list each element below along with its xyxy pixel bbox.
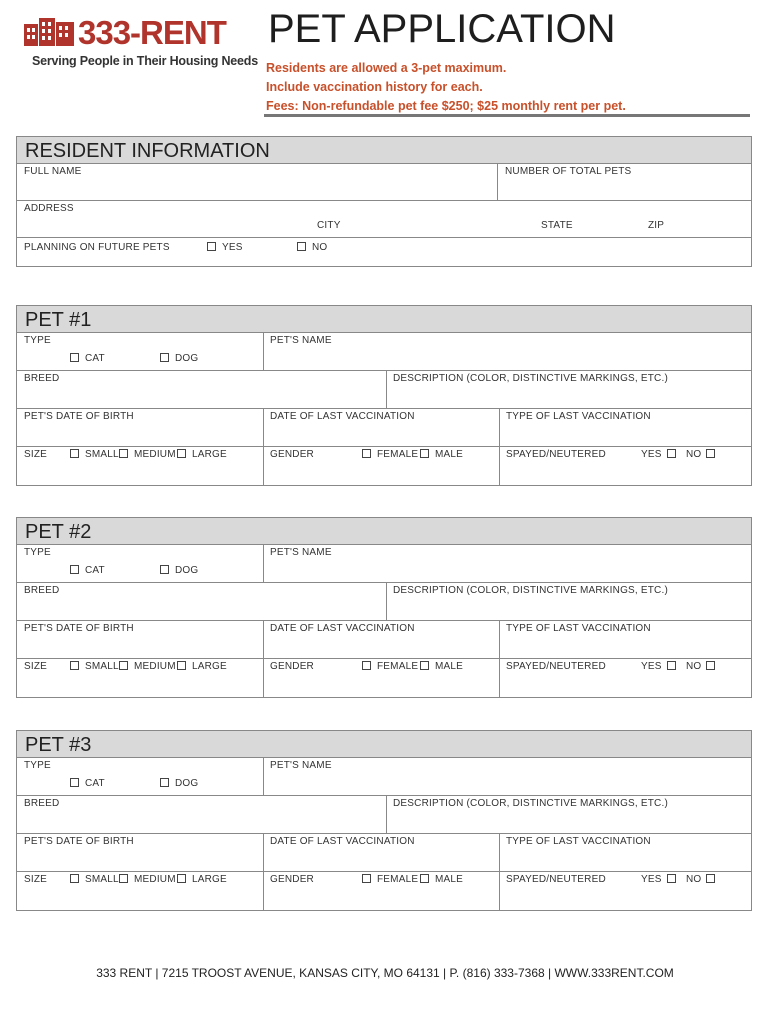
- checkbox-icon[interactable]: [177, 661, 186, 670]
- field-label: GENDER: [270, 449, 314, 460]
- type-field: [17, 333, 263, 370]
- size-large-option[interactable]: [177, 449, 227, 460]
- gender-female-option[interactable]: [362, 874, 418, 885]
- type-dog-option[interactable]: [160, 565, 198, 576]
- breed-field[interactable]: [17, 796, 386, 833]
- option-label: LARGE: [192, 449, 227, 460]
- option-label: MALE: [435, 661, 464, 672]
- pet-section-2: [16, 517, 752, 698]
- checkbox-icon[interactable]: [70, 874, 79, 883]
- field-label: TYPE OF LAST VACCINATION: [506, 411, 651, 422]
- option-label: NO: [686, 661, 702, 672]
- field-label: SIZE: [24, 661, 48, 672]
- dob-field[interactable]: [17, 834, 263, 871]
- gender-field: [263, 659, 499, 697]
- type-cat-option[interactable]: [70, 778, 105, 789]
- option-label: NO: [686, 449, 702, 460]
- header-divider: [264, 114, 750, 117]
- full-name-field[interactable]: [17, 164, 497, 200]
- checkbox-icon[interactable]: [160, 565, 169, 574]
- spayed-yes-option[interactable]: [641, 449, 676, 460]
- option-label: NO: [686, 874, 702, 885]
- dob-row: [17, 621, 751, 659]
- type-row: [17, 545, 751, 583]
- option-label: LARGE: [192, 661, 227, 672]
- type-cat-option[interactable]: [70, 353, 105, 364]
- checkbox-icon[interactable]: [362, 449, 371, 458]
- field-label: TYPE OF LAST VACCINATION: [506, 836, 651, 847]
- address-field[interactable]: [17, 201, 751, 237]
- field-label: PET'S DATE OF BIRTH: [24, 411, 134, 422]
- field-label: DATE OF LAST VACCINATION: [270, 623, 415, 634]
- checkbox-icon[interactable]: [420, 874, 429, 883]
- gender-male-option[interactable]: [420, 449, 463, 460]
- checkbox-icon[interactable]: [177, 874, 186, 883]
- description-field[interactable]: [386, 796, 751, 833]
- breed-field[interactable]: [17, 583, 386, 620]
- field-label: SPAYED/NEUTERED: [506, 874, 606, 885]
- option-label: YES: [641, 449, 662, 460]
- option-label: NO: [312, 242, 328, 253]
- footer-contact: 333 RENT | 7215 TROOST AVENUE, KANSAS CITY, MO 64131 | P. (816) 333-7368 | WWW.333RENT.COM: [96, 966, 674, 980]
- checkbox-icon[interactable]: [297, 242, 306, 251]
- type-cat-option[interactable]: [70, 565, 105, 576]
- field-label: GENDER: [270, 661, 314, 672]
- size-row: [17, 872, 751, 910]
- option-label: MALE: [435, 874, 464, 885]
- building-icon: [24, 18, 76, 46]
- field-label: SPAYED/NEUTERED: [506, 661, 606, 672]
- type-row: [17, 758, 751, 796]
- company-logo: [24, 14, 258, 74]
- type-dog-option[interactable]: [160, 778, 198, 789]
- pets-name-field[interactable]: [263, 333, 751, 370]
- gender-male-option[interactable]: [420, 874, 463, 885]
- size-field: [17, 872, 263, 910]
- dob-row: [17, 409, 751, 447]
- description-field[interactable]: [386, 371, 751, 408]
- field-label: TYPE: [24, 760, 51, 771]
- pets-name-field[interactable]: [263, 545, 751, 582]
- type-field: [17, 758, 263, 795]
- field-label: DESCRIPTION (COLOR, DISTINCTIVE MARKINGS, ETC.): [393, 798, 668, 809]
- last-vacc-type-field[interactable]: [499, 409, 751, 446]
- option-label: FEMALE: [377, 661, 419, 672]
- option-label: YES: [641, 661, 662, 672]
- pet-section-3: [16, 730, 752, 911]
- size-small-option[interactable]: [70, 874, 119, 885]
- pets-name-field[interactable]: [263, 758, 751, 795]
- field-label: PET'S NAME: [270, 335, 332, 346]
- breed-row: [17, 583, 751, 621]
- type-row: [17, 333, 751, 371]
- gender-male-option[interactable]: [420, 661, 463, 672]
- field-label: BREED: [24, 798, 60, 809]
- field-label: TYPE: [24, 335, 51, 346]
- dob-field[interactable]: [17, 621, 263, 658]
- gender-field: [263, 872, 499, 910]
- section-heading: RESIDENT INFORMATION: [17, 137, 751, 164]
- field-label: DESCRIPTION (COLOR, DISTINCTIVE MARKINGS, ETC.): [393, 373, 668, 384]
- checkbox-icon[interactable]: [420, 449, 429, 458]
- checkbox-icon[interactable]: [70, 353, 79, 362]
- last-vacc-date-field[interactable]: [263, 409, 499, 446]
- option-label: CAT: [85, 778, 105, 789]
- checkbox-icon[interactable]: [70, 661, 79, 670]
- option-label: DOG: [175, 565, 199, 576]
- logo-text: 333-RENT: [78, 14, 226, 51]
- section-heading: PET #3: [17, 731, 751, 758]
- field-label: PET'S DATE OF BIRTH: [24, 623, 134, 634]
- spayed-no-option[interactable]: [686, 661, 715, 672]
- option-label: YES: [641, 874, 662, 885]
- breed-field[interactable]: [17, 371, 386, 408]
- option-label: DOG: [175, 778, 199, 789]
- logo-tagline: Serving People in Their Housing Needs: [32, 54, 258, 68]
- spayed-no-option[interactable]: [686, 874, 715, 885]
- field-label: TYPE: [24, 547, 51, 558]
- option-label: MEDIUM: [134, 661, 176, 672]
- checkbox-icon[interactable]: [70, 449, 79, 458]
- field-label: SPAYED/NEUTERED: [506, 449, 606, 460]
- spayed-field: [499, 659, 751, 697]
- size-medium-option[interactable]: [119, 874, 176, 885]
- size-small-option[interactable]: [70, 449, 119, 460]
- dob-row: [17, 834, 751, 872]
- city-label: CITY: [317, 220, 341, 231]
- pet-section-1: [16, 305, 752, 486]
- field-label: TYPE OF LAST VACCINATION: [506, 623, 651, 634]
- name-row: [17, 164, 751, 201]
- field-label: SIZE: [24, 874, 48, 885]
- notice-text: [266, 59, 626, 116]
- field-label: PET'S DATE OF BIRTH: [24, 836, 134, 847]
- option-label: YES: [222, 242, 243, 253]
- checkbox-icon[interactable]: [160, 778, 169, 787]
- option-label: CAT: [85, 565, 105, 576]
- field-label: NUMBER OF TOTAL PETS: [505, 166, 632, 177]
- last-vacc-type-field[interactable]: [499, 621, 751, 658]
- page-title: PET APPLICATION: [268, 7, 616, 51]
- size-large-option[interactable]: [177, 874, 227, 885]
- checkbox-icon[interactable]: [177, 449, 186, 458]
- breed-row: [17, 371, 751, 409]
- size-medium-option[interactable]: [119, 449, 176, 460]
- field-label: DATE OF LAST VACCINATION: [270, 836, 415, 847]
- checkbox-icon[interactable]: [207, 242, 216, 251]
- field-label: PLANNING ON FUTURE PETS: [24, 242, 170, 253]
- spayed-field: [499, 872, 751, 910]
- checkbox-icon[interactable]: [119, 449, 128, 458]
- field-label: BREED: [24, 585, 60, 596]
- size-row: [17, 659, 751, 697]
- type-field: [17, 545, 263, 582]
- dob-field[interactable]: [17, 409, 263, 446]
- option-label: SMALL: [85, 449, 119, 460]
- checkbox-icon[interactable]: [667, 874, 676, 883]
- checkbox-icon[interactable]: [362, 874, 371, 883]
- future-pets-yes[interactable]: [207, 242, 243, 253]
- field-label: PET'S NAME: [270, 547, 332, 558]
- checkbox-icon[interactable]: [667, 449, 676, 458]
- option-label: MEDIUM: [134, 874, 176, 885]
- notice-line: Residents are allowed a 3-pet maximum.: [266, 61, 507, 75]
- option-label: FEMALE: [377, 874, 419, 885]
- notice-line: Fees: Non-refundable pet fee $250; $25 monthly rent per pet.: [266, 99, 626, 113]
- checkbox-icon[interactable]: [667, 661, 676, 670]
- size-field: [17, 659, 263, 697]
- checkbox-icon[interactable]: [420, 661, 429, 670]
- size-large-option[interactable]: [177, 661, 227, 672]
- spayed-yes-option[interactable]: [641, 874, 676, 885]
- option-label: MALE: [435, 449, 464, 460]
- field-label: FULL NAME: [24, 166, 82, 177]
- future-pets-no[interactable]: [297, 242, 327, 253]
- option-label: DOG: [175, 353, 199, 364]
- size-medium-option[interactable]: [119, 661, 176, 672]
- gender-female-option[interactable]: [362, 661, 418, 672]
- future-pets-row: [17, 238, 751, 266]
- field-label: DATE OF LAST VACCINATION: [270, 411, 415, 422]
- notice-line: Include vaccination history for each.: [266, 80, 483, 94]
- description-field[interactable]: [386, 583, 751, 620]
- option-label: SMALL: [85, 661, 119, 672]
- checkbox-icon[interactable]: [706, 874, 715, 883]
- checkbox-icon[interactable]: [119, 661, 128, 670]
- last-vacc-type-field[interactable]: [499, 834, 751, 871]
- size-small-option[interactable]: [70, 661, 119, 672]
- size-field: [17, 447, 263, 485]
- state-label: STATE: [541, 220, 573, 231]
- section-heading: PET #2: [17, 518, 751, 545]
- field-label: ADDRESS: [24, 203, 74, 214]
- spayed-yes-option[interactable]: [641, 661, 676, 672]
- field-label: DESCRIPTION (COLOR, DISTINCTIVE MARKINGS, ETC.): [393, 585, 668, 596]
- size-row: [17, 447, 751, 485]
- spayed-field: [499, 447, 751, 485]
- spayed-no-option[interactable]: [686, 449, 715, 460]
- checkbox-icon[interactable]: [70, 565, 79, 574]
- checkbox-icon[interactable]: [362, 661, 371, 670]
- option-label: LARGE: [192, 874, 227, 885]
- address-row: [17, 201, 751, 238]
- resident-section: [16, 136, 752, 267]
- checkbox-icon[interactable]: [706, 661, 715, 670]
- type-dog-option[interactable]: [160, 353, 198, 364]
- option-label: CAT: [85, 353, 105, 364]
- field-label: SIZE: [24, 449, 48, 460]
- zip-label: ZIP: [648, 220, 665, 231]
- checkbox-icon[interactable]: [160, 353, 169, 362]
- option-label: MEDIUM: [134, 449, 176, 460]
- option-label: SMALL: [85, 874, 119, 885]
- gender-field: [263, 447, 499, 485]
- gender-female-option[interactable]: [362, 449, 418, 460]
- checkbox-icon[interactable]: [706, 449, 715, 458]
- checkbox-icon[interactable]: [119, 874, 128, 883]
- section-heading: PET #1: [17, 306, 751, 333]
- field-label: GENDER: [270, 874, 314, 885]
- field-label: PET'S NAME: [270, 760, 332, 771]
- last-vacc-date-field[interactable]: [263, 621, 499, 658]
- checkbox-icon[interactable]: [70, 778, 79, 787]
- option-label: FEMALE: [377, 449, 419, 460]
- total-pets-field[interactable]: [497, 164, 751, 200]
- breed-row: [17, 796, 751, 834]
- last-vacc-date-field[interactable]: [263, 834, 499, 871]
- field-label: BREED: [24, 373, 60, 384]
